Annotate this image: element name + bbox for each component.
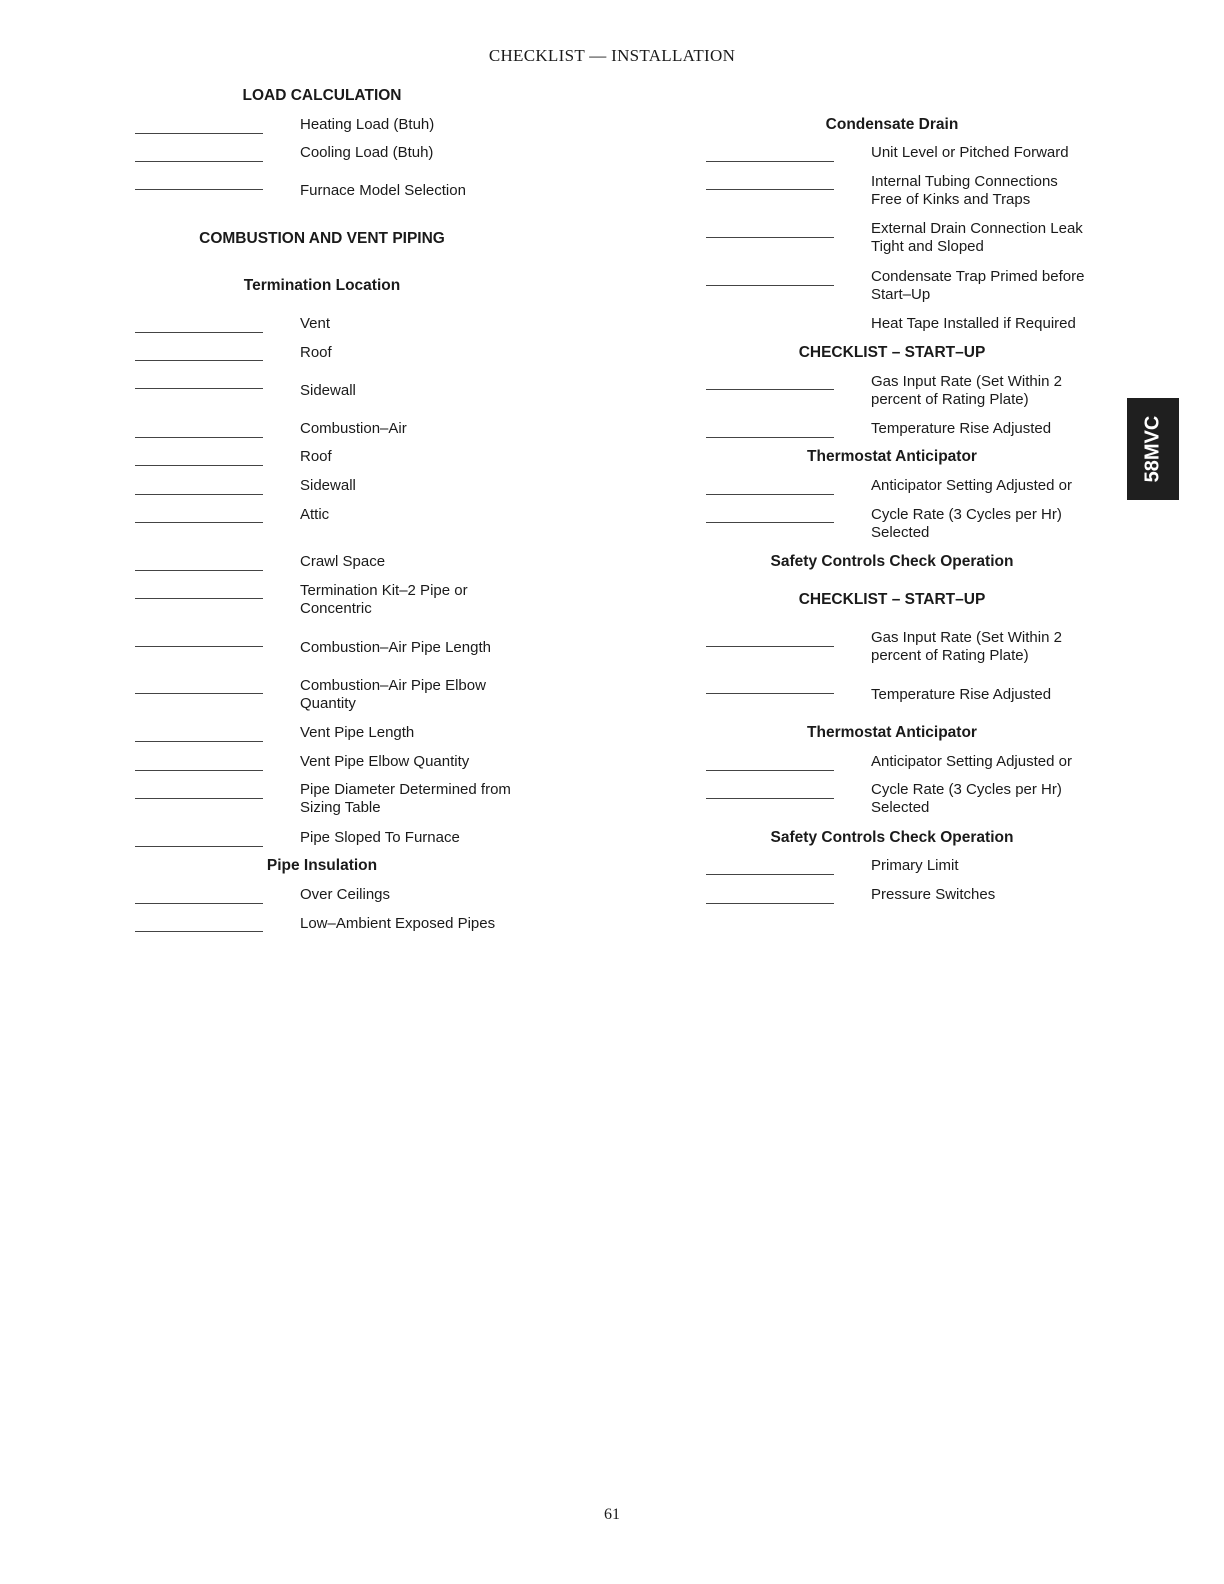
vent-pipe-elbow-blank[interactable] bbox=[135, 770, 263, 771]
ca-attic-blank[interactable] bbox=[135, 522, 263, 523]
startup-heading-2: CHECKLIST – START–UP bbox=[798, 591, 986, 608]
heating-load-blank[interactable] bbox=[135, 133, 263, 134]
gas-input-2-blank[interactable] bbox=[706, 646, 834, 647]
ca-crawl-space-blank[interactable] bbox=[135, 570, 263, 571]
side-tab bbox=[1127, 398, 1179, 500]
gas-input-1-label: Gas Input Rate (Set Within 2 percent of Rating Plate) bbox=[871, 373, 1062, 408]
termination-kit-label: Termination Kit–2 Pipe or Concentric bbox=[300, 582, 468, 617]
heat-tape-label: Heat Tape Installed if Required bbox=[871, 315, 1076, 332]
thermostat-heading-2: Thermostat Anticipator bbox=[807, 724, 977, 741]
safety-heading-1: Safety Controls Check Operation bbox=[770, 553, 1014, 570]
ca-sidewall-blank[interactable] bbox=[135, 494, 263, 495]
vent-blank[interactable] bbox=[135, 332, 263, 333]
cycle-rate-1-label: Cycle Rate (3 Cycles per Hr) Selected bbox=[871, 506, 1062, 541]
pipe-diameter-label: Pipe Diameter Determined from Sizing Table bbox=[300, 781, 511, 816]
ca-pipe-length-label: Combustion–Air Pipe Length bbox=[300, 639, 491, 656]
condensate-drain-heading: Condensate Drain bbox=[825, 116, 959, 133]
safety-heading-2: Safety Controls Check Operation bbox=[770, 829, 1014, 846]
ca-sidewall-label: Sidewall bbox=[300, 477, 356, 494]
vent-roof-label: Roof bbox=[300, 344, 332, 361]
gas-input-2-label: Gas Input Rate (Set Within 2 percent of Rating Plate) bbox=[871, 629, 1062, 664]
cycle-rate-1-blank[interactable] bbox=[706, 522, 834, 523]
external-drain-blank[interactable] bbox=[706, 237, 834, 238]
furnace-model-label: Furnace Model Selection bbox=[300, 182, 466, 199]
low-ambient-blank[interactable] bbox=[135, 931, 263, 932]
ca-pipe-length-blank[interactable] bbox=[135, 646, 263, 647]
anticipator-1-label: Anticipator Setting Adjusted or bbox=[871, 477, 1072, 494]
pipe-sloped-blank[interactable] bbox=[135, 846, 263, 847]
pressure-switches-blank[interactable] bbox=[706, 903, 834, 904]
pipe-insulation-heading: Pipe Insulation bbox=[266, 857, 378, 874]
termination-location-heading: Termination Location bbox=[243, 277, 401, 294]
vent-pipe-length-label: Vent Pipe Length bbox=[300, 724, 415, 741]
internal-tubing-label: Internal Tubing Connections Free of Kinks and Traps bbox=[871, 173, 1058, 208]
pipe-diameter-blank[interactable] bbox=[135, 798, 263, 799]
furnace-model-blank[interactable] bbox=[135, 189, 263, 190]
ca-crawl-space-label: Crawl Space bbox=[300, 553, 386, 570]
page-number: 61 bbox=[604, 1506, 620, 1523]
combustion-air-label: Combustion–Air bbox=[300, 420, 407, 437]
heating-load-label: Heating Load (Btuh) bbox=[300, 116, 435, 133]
ca-pipe-elbow-label: Combustion–Air Pipe Elbow Quantity bbox=[300, 677, 486, 712]
cooling-load-label: Cooling Load (Btuh) bbox=[300, 144, 434, 161]
temp-rise-1-blank[interactable] bbox=[706, 437, 834, 438]
over-ceilings-blank[interactable] bbox=[135, 903, 263, 904]
cycle-rate-2-label: Cycle Rate (3 Cycles per Hr) Selected bbox=[871, 781, 1062, 816]
cooling-load-blank[interactable] bbox=[135, 161, 263, 162]
startup-heading-1: CHECKLIST – START–UP bbox=[798, 344, 986, 361]
combustion-vent-heading: COMBUSTION AND VENT PIPING bbox=[199, 230, 445, 247]
pressure-switches-label: Pressure Switches bbox=[871, 886, 996, 903]
side-tab-label: 58MVC bbox=[1141, 415, 1164, 483]
internal-tubing-blank[interactable] bbox=[706, 189, 834, 190]
ca-attic-label: Attic bbox=[300, 506, 330, 523]
anticipator-2-label: Anticipator Setting Adjusted or bbox=[871, 753, 1072, 770]
condensate-trap-label: Condensate Trap Primed before Start–Up bbox=[871, 268, 1085, 303]
combustion-air-blank[interactable] bbox=[135, 437, 263, 438]
vent-label: Vent bbox=[300, 315, 331, 332]
condensate-trap-blank[interactable] bbox=[706, 285, 834, 286]
pipe-sloped-label: Pipe Sloped To Furnace bbox=[300, 829, 460, 846]
cycle-rate-2-blank[interactable] bbox=[706, 798, 834, 799]
temp-rise-2-blank[interactable] bbox=[706, 693, 834, 694]
gas-input-1-blank[interactable] bbox=[706, 389, 834, 390]
vent-sidewall-blank[interactable] bbox=[135, 388, 263, 389]
anticipator-1-blank[interactable] bbox=[706, 494, 834, 495]
ca-pipe-elbow-blank[interactable] bbox=[135, 693, 263, 694]
ca-roof-label: Roof bbox=[300, 448, 332, 465]
anticipator-2-blank[interactable] bbox=[706, 770, 834, 771]
page-title: CHECKLIST — INSTALLATION bbox=[488, 46, 736, 65]
unit-level-label: Unit Level or Pitched Forward bbox=[871, 144, 1069, 161]
ca-roof-blank[interactable] bbox=[135, 465, 263, 466]
unit-level-blank[interactable] bbox=[706, 161, 834, 162]
thermostat-heading-1: Thermostat Anticipator bbox=[807, 448, 977, 465]
load-calculation-heading: LOAD CALCULATION bbox=[242, 87, 402, 104]
vent-pipe-elbow-label: Vent Pipe Elbow Quantity bbox=[300, 753, 470, 770]
temp-rise-2-label: Temperature Rise Adjusted bbox=[871, 686, 1052, 703]
low-ambient-label: Low–Ambient Exposed Pipes bbox=[300, 915, 496, 932]
over-ceilings-label: Over Ceilings bbox=[300, 886, 391, 903]
primary-limit-blank[interactable] bbox=[706, 874, 834, 875]
vent-sidewall-label: Sidewall bbox=[300, 382, 356, 399]
temp-rise-1-label: Temperature Rise Adjusted bbox=[871, 420, 1052, 437]
primary-limit-label: Primary Limit bbox=[871, 857, 959, 874]
external-drain-label: External Drain Connection Leak Tight and Sloped bbox=[871, 220, 1083, 255]
vent-roof-blank[interactable] bbox=[135, 360, 263, 361]
termination-kit-blank[interactable] bbox=[135, 598, 263, 599]
vent-pipe-length-blank[interactable] bbox=[135, 741, 263, 742]
